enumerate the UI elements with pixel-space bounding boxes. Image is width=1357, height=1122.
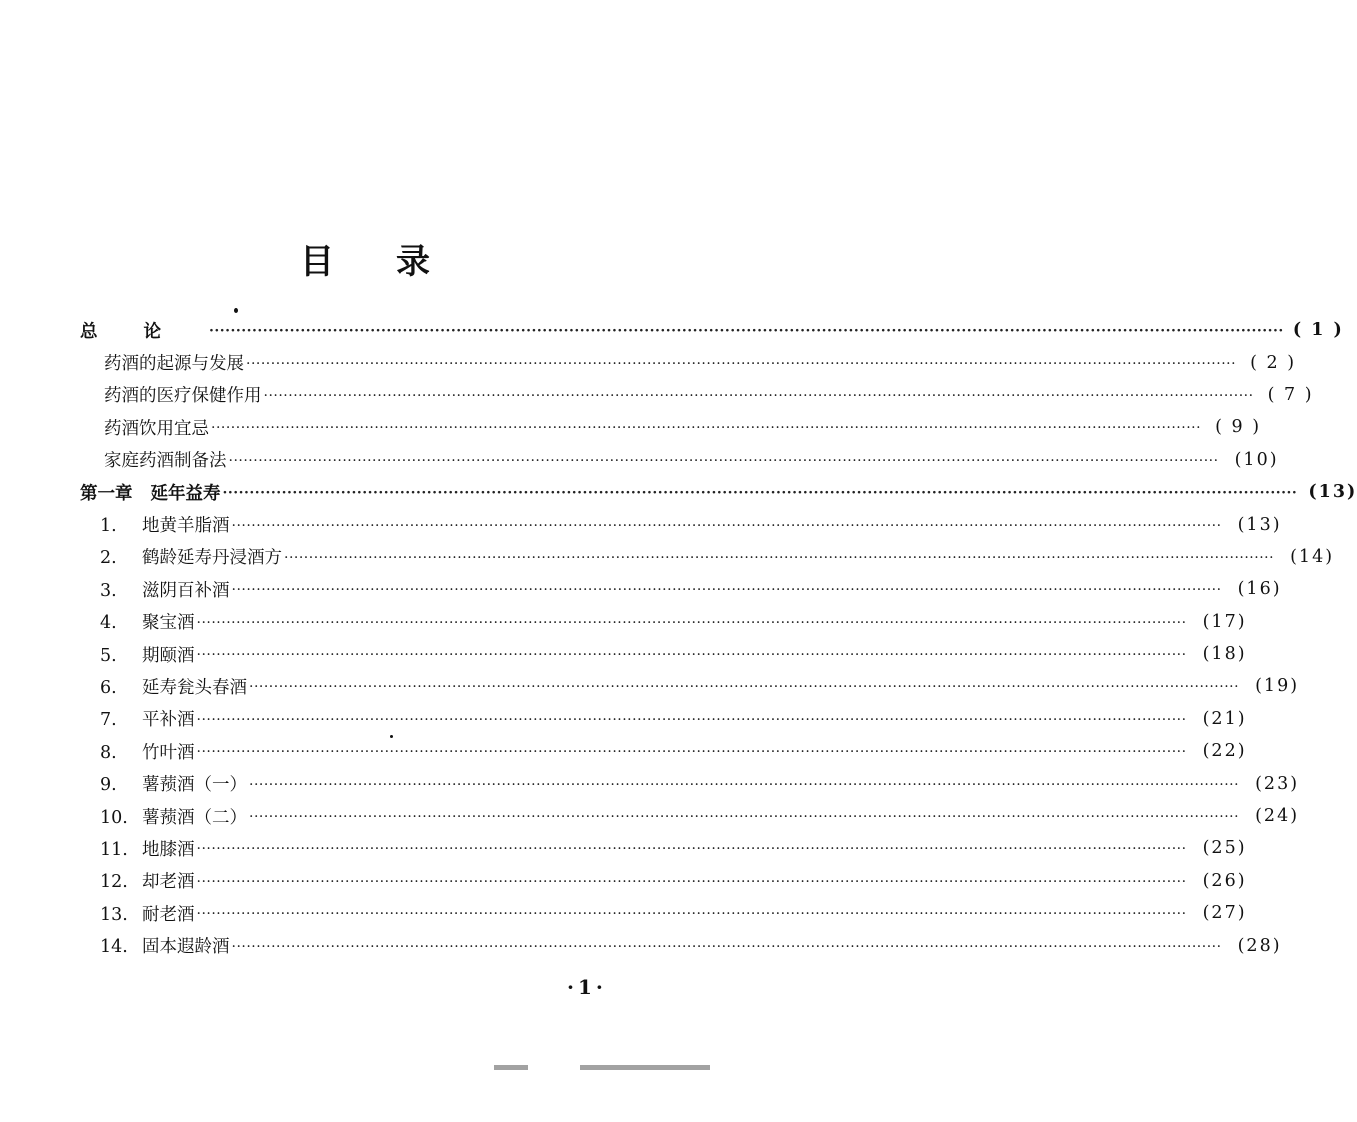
toc-entry-title: 固本遐龄酒 xyxy=(142,937,230,958)
toc-entry-title: 药酒的起源与发展 xyxy=(104,354,244,375)
toc-entry-title: 地膝酒 xyxy=(142,839,195,860)
toc-entry-row xyxy=(80,541,1335,573)
scan-speck xyxy=(234,308,238,313)
toc-entry-row xyxy=(80,379,1314,411)
toc-page-number: (24) xyxy=(1255,806,1300,827)
toc-entry-label xyxy=(80,577,230,602)
toc-page-number: (13) xyxy=(1237,514,1282,535)
dot-leader: ········································································································································································································ xyxy=(209,323,1284,340)
toc-page-number: (14) xyxy=(1290,546,1335,567)
toc-entry-row xyxy=(80,444,1279,476)
toc-entry-label xyxy=(80,447,227,472)
toc-entry-title: 滋阴百补酒 xyxy=(142,580,230,601)
dot-leader: ········································································································································································································ xyxy=(196,711,1187,728)
toc-entry-row xyxy=(80,346,1297,378)
toc-page-number: (21) xyxy=(1202,708,1247,729)
toc-page-number: (18) xyxy=(1202,644,1247,665)
toc-entry-number: 1. xyxy=(100,516,117,537)
toc-entry-label xyxy=(80,642,195,667)
toc-entry-row xyxy=(80,897,1247,929)
dot-leader: ········································································································································································································ xyxy=(249,679,1240,696)
toc-entry-row xyxy=(80,703,1247,735)
toc-heading-row xyxy=(80,476,1357,508)
toc-entry-number: 4. xyxy=(100,613,117,634)
toc-entry-label xyxy=(80,609,195,634)
toc-entry-label xyxy=(80,901,195,926)
toc-entry-label xyxy=(80,674,247,699)
toc-page-number: (25) xyxy=(1202,838,1247,859)
toc-entry-label xyxy=(80,480,221,505)
toc-entry-number: 9. xyxy=(100,775,117,796)
toc-entry-row xyxy=(80,411,1262,443)
toc-entry-number: 2. xyxy=(100,548,117,569)
dot-leader: ········································································································································································································ xyxy=(196,614,1187,631)
toc-entry-row xyxy=(80,800,1300,832)
toc-entry-row xyxy=(80,929,1282,961)
toc-entry-number: 14. xyxy=(100,937,128,958)
toc-entry-title: 聚宝酒 xyxy=(142,613,195,634)
toc-entry-label xyxy=(80,933,230,958)
toc-entry-row xyxy=(80,573,1282,605)
dot-leader: ········································································································································································································ xyxy=(249,809,1240,826)
dot-leader: ········································································································································································································ xyxy=(196,647,1187,664)
dot-leader: ········································································································································································································ xyxy=(284,549,1275,566)
toc-entry-label xyxy=(80,318,207,343)
page-number: ·1· xyxy=(567,975,607,999)
toc-page-number: (23) xyxy=(1255,773,1300,794)
toc-page-number: (28) xyxy=(1237,935,1282,956)
scan-artifact xyxy=(494,1065,528,1070)
toc-entry-number: 5. xyxy=(100,645,117,666)
toc-entry-label xyxy=(80,804,247,829)
toc-entry-row xyxy=(80,670,1300,702)
toc-entry-label xyxy=(80,382,262,407)
toc-entry-label xyxy=(80,512,230,537)
toc-entry-label xyxy=(80,836,195,861)
toc-page-number: (27) xyxy=(1202,903,1247,924)
toc-entry-row xyxy=(80,735,1247,767)
dot-leader: ········································································································································································································ xyxy=(246,355,1237,372)
toc-page-number: (13) xyxy=(1308,482,1357,503)
toc-entry-row xyxy=(80,767,1300,799)
dot-leader: ········································································································································································································ xyxy=(231,938,1222,955)
toc-entry-row xyxy=(80,865,1247,897)
toc-page-number: (19) xyxy=(1255,676,1300,697)
toc-entry-title: 却老酒 xyxy=(142,872,195,893)
toc-entry-title: 家庭药酒制备法 xyxy=(104,451,227,472)
toc-entry-label xyxy=(80,415,209,440)
toc-entry-number: 7. xyxy=(100,710,117,731)
scan-artifact xyxy=(580,1065,710,1070)
title-char-1: 目 xyxy=(300,242,396,282)
toc-page-number: (16) xyxy=(1237,579,1282,600)
toc-entry-title: 鹤龄延寿丹浸酒方 xyxy=(142,548,282,569)
toc-entry-label xyxy=(80,544,282,569)
dot-leader: ········································································································································································································ xyxy=(196,906,1187,923)
toc-entry-label xyxy=(80,350,244,375)
toc-page-number: (17) xyxy=(1202,611,1247,632)
toc-entry-number: 11. xyxy=(100,839,128,860)
dot-leader: ········································································································································································································ xyxy=(196,873,1187,890)
dot-leader: ········································································································································································································ xyxy=(231,517,1222,534)
chapter-title: 延年益寿 xyxy=(150,483,221,504)
title-char-2: 录 xyxy=(396,242,492,282)
toc-page-number: ( 2 ) xyxy=(1250,352,1297,373)
toc-entry-number: 3. xyxy=(100,580,117,601)
toc-entry-title: 药酒的医疗保健作用 xyxy=(104,386,262,407)
toc-entry-title: 延寿瓮头春酒 xyxy=(142,677,247,698)
toc-entry-title: 期颐酒 xyxy=(142,645,195,666)
dot-leader: ········································································································································································································ xyxy=(231,582,1222,599)
toc-entry-row xyxy=(80,508,1282,540)
toc-entry-title: 耐老酒 xyxy=(142,904,195,925)
chapter-number: 第一章 xyxy=(80,483,133,504)
toc-entry-title: 平补酒 xyxy=(142,710,195,731)
toc-entry-label xyxy=(80,771,247,796)
toc-page-number: (22) xyxy=(1202,741,1247,762)
toc-entry-label xyxy=(80,739,195,764)
dot-leader: ········································································································································································································ xyxy=(222,485,1298,502)
dot-leader: ········································································································································································································ xyxy=(196,744,1187,761)
toc-entry-row xyxy=(80,832,1247,864)
toc-entry-title: 薯蓣酒（二） xyxy=(142,807,247,828)
toc-entry-number: 8. xyxy=(100,742,117,763)
toc-entry-title: 竹叶酒 xyxy=(142,742,195,763)
toc-entry-number: 12. xyxy=(100,872,128,893)
toc-page-number: ( 1 ) xyxy=(1292,320,1344,341)
toc-entry-label xyxy=(80,706,195,731)
dot-leader: ········································································································································································································ xyxy=(211,420,1202,437)
toc-entry-title: 薯蓣酒（一） xyxy=(142,775,247,796)
toc-page-number: (26) xyxy=(1202,870,1247,891)
toc-heading-row xyxy=(80,314,1344,346)
toc-entry-title: 总论 xyxy=(80,321,207,342)
toc-entry-number: 10. xyxy=(100,807,128,828)
toc-entry-row xyxy=(80,638,1247,670)
table-of-contents xyxy=(80,314,1357,962)
dot-leader: ········································································································································································································ xyxy=(196,841,1187,858)
toc-entry-title: 地黄羊脂酒 xyxy=(142,516,230,537)
toc-entry-number: 13. xyxy=(100,904,128,925)
dot-leader: ········································································································································································································ xyxy=(263,387,1254,404)
toc-entry-label xyxy=(80,868,195,893)
toc-page-number: (10) xyxy=(1234,449,1279,470)
toc-entry-row xyxy=(80,606,1247,638)
toc-page-number: ( 7 ) xyxy=(1267,384,1314,405)
toc-page-number: ( 9 ) xyxy=(1215,417,1262,438)
dot-leader: ········································································································································································································ xyxy=(228,452,1219,469)
page-title xyxy=(300,242,492,282)
toc-entry-number: 6. xyxy=(100,677,117,698)
toc-entry-title: 药酒饮用宜忌 xyxy=(104,418,209,439)
dot-leader: ········································································································································································································ xyxy=(249,776,1240,793)
